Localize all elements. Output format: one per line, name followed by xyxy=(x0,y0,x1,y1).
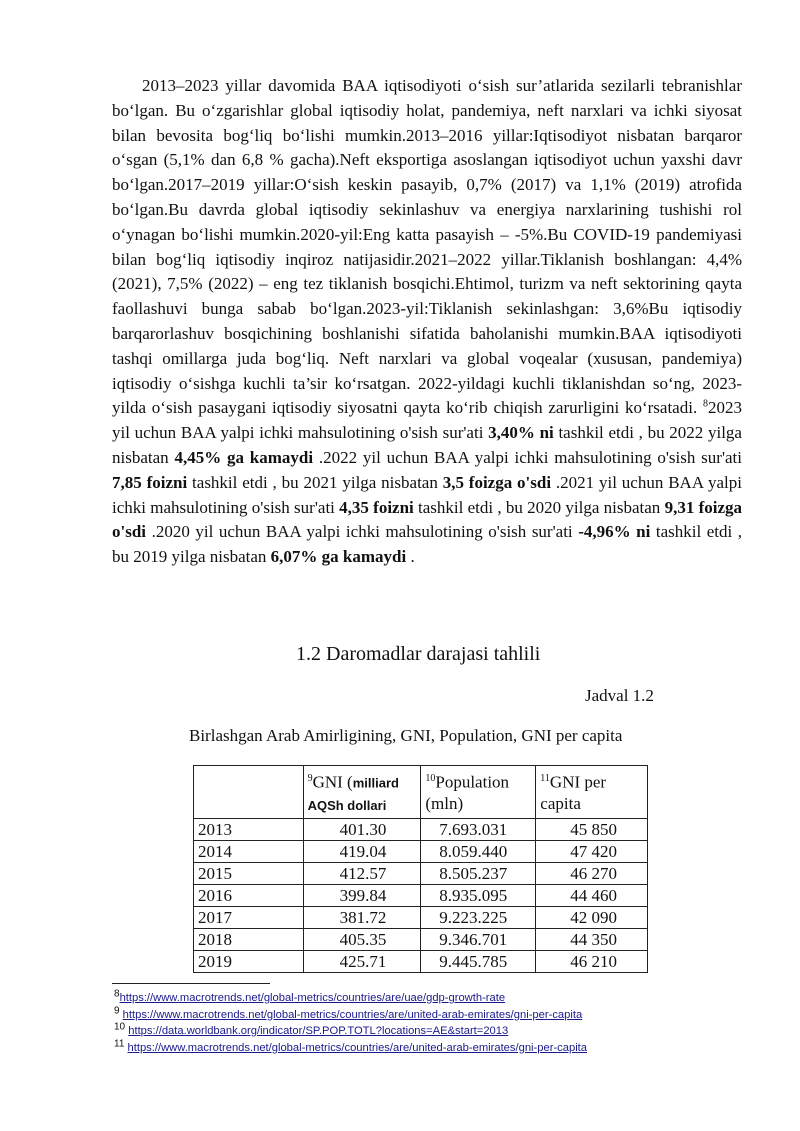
year-cell: 2014 xyxy=(194,840,304,862)
gni-per-capita-cell: 44 460 xyxy=(536,884,648,906)
paragraph-text: .2020 yil uchun BAA yalpi ichki mahsulotining o'sish sur'ati xyxy=(146,522,579,542)
year-cell: 2018 xyxy=(194,928,304,950)
year-cell: 2016 xyxy=(194,884,304,906)
header-label: GNI per capita xyxy=(540,772,607,813)
footnote-link[interactable]: https://www.macrotrends.net/global-metrics/countries/are/uae/gdp-growth-rate xyxy=(119,992,506,1004)
population-cell: 8.505.237 xyxy=(421,862,536,884)
bold-value: 6,07% ga kamaydi xyxy=(270,547,407,567)
table-row xyxy=(194,928,648,950)
table-row xyxy=(194,950,648,972)
population-cell: 8.935.095 xyxy=(421,884,536,906)
footnote-number: 8 xyxy=(114,988,120,1000)
gni-per-capita-cell: 46 210 xyxy=(536,950,648,972)
gni-per-capita-cell: 45 850 xyxy=(536,818,648,840)
footnote-link[interactable]: https://data.worldbank.org/indicator/SP.POP.TOTL?locations=AE&start=2013 xyxy=(128,1025,509,1037)
table-row xyxy=(194,818,648,840)
footnote-number: 10 xyxy=(114,1021,126,1033)
bold-value: 3,5 foizga o'sdi xyxy=(442,472,552,492)
table-row xyxy=(194,840,648,862)
gni-per-capita-cell: 47 420 xyxy=(536,840,648,862)
gni-cell: 399.84 xyxy=(303,884,421,906)
bold-value: 9,31 foizga o'sdi xyxy=(112,497,742,542)
footnote-number: 11 xyxy=(114,1037,125,1049)
footnote-separator xyxy=(112,983,270,984)
body-paragraph xyxy=(112,74,742,570)
table-row xyxy=(194,906,648,928)
header-unit: milliard AQSh dollari xyxy=(307,775,399,813)
header-cell-population xyxy=(421,766,536,819)
footnote-ref[interactable]: 8 xyxy=(703,398,708,410)
gni-cell: 381.72 xyxy=(303,906,421,928)
footnote-ref[interactable]: 10 xyxy=(425,773,436,784)
population-cell: 9.445.785 xyxy=(421,950,536,972)
table-caption: Birlashgan Arab Amirligining, GNI, Population, GNI per capita xyxy=(189,726,623,745)
paragraph-text: tashkil etdi , bu 2020 yilga nisbatan xyxy=(413,497,665,517)
paragraph-text: tashkil etdi , bu 2021 yilga nisbatan xyxy=(187,472,443,492)
header-label: GNI ( xyxy=(312,772,353,792)
bold-value: 4,45% ga kamaydi xyxy=(174,447,314,467)
data-table xyxy=(193,765,648,973)
header-label: Population (mln) xyxy=(425,772,510,813)
footnote-number: 9 xyxy=(114,1004,120,1016)
gni-per-capita-cell: 44 350 xyxy=(536,928,648,950)
table-header-row xyxy=(194,766,648,819)
bold-value: -4,96% ni xyxy=(578,522,651,542)
paragraph-text: .2022 yil uchun BAA yalpi ichki mahsulotining o'sish sur'ati xyxy=(313,447,742,467)
paragraph-text: .2021 yil uchun BAA yalpi ichki mahsulotining o'sish sur'ati xyxy=(112,472,742,517)
gni-per-capita-cell: 46 270 xyxy=(536,862,648,884)
gni-cell: 419.04 xyxy=(303,840,421,862)
paragraph-text: tashkil etdi , bu 2022 yilga nisbatan xyxy=(112,423,742,467)
footnote-link[interactable]: https://www.macrotrends.net/global-metrics/countries/are/united-arab-emirates/gni-per-capita xyxy=(127,1041,588,1054)
table-row xyxy=(194,862,648,884)
year-cell: 2017 xyxy=(194,906,304,928)
header-cell-year xyxy=(194,766,304,819)
paragraph-text: 2023 yil uchun BAA yalpi ichki mahsulotining o'sish sur'ati xyxy=(112,398,742,443)
paragraph-text: tashkil etdi , bu 2019 yilga nisbatan xyxy=(112,522,742,567)
year-cell: 2015 xyxy=(194,862,304,884)
gni-cell: 425.71 xyxy=(303,950,421,972)
header-cell-gni xyxy=(303,766,421,819)
gni-cell: 405.35 xyxy=(303,928,421,950)
bold-value: 3,40% ni xyxy=(488,423,554,443)
footnote-link[interactable]: https://www.macrotrends.net/global-metrics/countries/are/united-arab-emirates/gni-per-capita xyxy=(122,1008,583,1021)
table-label: Jadval 1.2 xyxy=(585,686,654,705)
table-row xyxy=(194,884,648,906)
population-cell: 9.223.225 xyxy=(421,906,536,928)
paragraph-text: 2013–2023 yillar davomida BAA iqtisodiyoti o‘sish sur’atlarida sezilarli tebranishlar bo‘lgan. Bu o‘zgarishlar global iqtisodiy holat, pandemiya, neft narxlari va ichki siyosat bilan bevosita bog‘liq bo‘lishi mumkin.2013–2016 yillar:Iqtisodiyot nisbatan barqaror o‘sgan (5,1% dan 6,8 % gacha).Neft eksportiga asoslangan iqtisodiyot uchun yaxshi davr bo‘lgan.2017–2019 yillar:O‘sish keskin pasayib, 0,7% (2017) va 1,1% (2019) atrofida bo‘lgan.Bu davrda global iqtisodiy sekinlashuv va energiya narxlarining tushishi rol o‘ynagan bo‘lishi mumkin.2020-yil:Eng katta pasayish – -5%.Bu COVID-19 pandemiyasi bilan bog‘liq iqtisodiy inqiroz natijasidir.2021–2022 yillar.Tiklanish boshlangan: 4,4% (2021), 7,5% (2022) – eng tez tiklanish bosqichi.Ehtimol, turizm va neft sektorining qayta faollashuvi bunga sabab bo‘lgan.2023-yil:Tiklanish sekinlashgan: 3,6%Bu iqtisodiy barqarorlashuv bosqichining boshlanishi sifatida baholanishi mumkin.BAA iqtisodiyoti tashqi omillarga juda bog‘liq. Neft narxlari va global voqealar (xususan, pandemiya) iqtisodiy o‘sishga kuchli ta’sir ko‘rsatgan. 2022-yildagi kuchli tiklanishdan so‘ng, 2023-yilda o‘sish pasaygani iqtisodiy siyosatni qayta ko‘rib chiqish zarurligini ko‘rsatadi. xyxy=(112,76,742,418)
footnote-ref[interactable]: 9 xyxy=(307,773,313,784)
gni-cell: 401.30 xyxy=(303,818,421,840)
footnotes xyxy=(114,990,587,1056)
footnote-item xyxy=(114,1023,587,1040)
footnote-ref[interactable]: 11 xyxy=(540,773,550,784)
bold-value: 7,85 foizni xyxy=(112,472,188,492)
footnote-item xyxy=(114,990,587,1007)
section-heading: 1.2 Daromadlar darajasi tahlili xyxy=(296,643,541,665)
paragraph-text: . xyxy=(406,547,415,567)
population-cell: 9.346.701 xyxy=(421,928,536,950)
footnote-item xyxy=(114,1037,588,1057)
footnote-item xyxy=(114,1004,587,1024)
year-cell: 2013 xyxy=(194,818,304,840)
population-cell: 8.059.440 xyxy=(421,840,536,862)
year-cell: 2019 xyxy=(194,950,304,972)
bold-value: 4,35 foizni xyxy=(339,497,414,517)
gni-per-capita-cell: 42 090 xyxy=(536,906,648,928)
gni-cell: 412.57 xyxy=(303,862,421,884)
population-cell: 7.693.031 xyxy=(421,818,536,840)
header-cell-gni-per-capita xyxy=(536,766,648,819)
